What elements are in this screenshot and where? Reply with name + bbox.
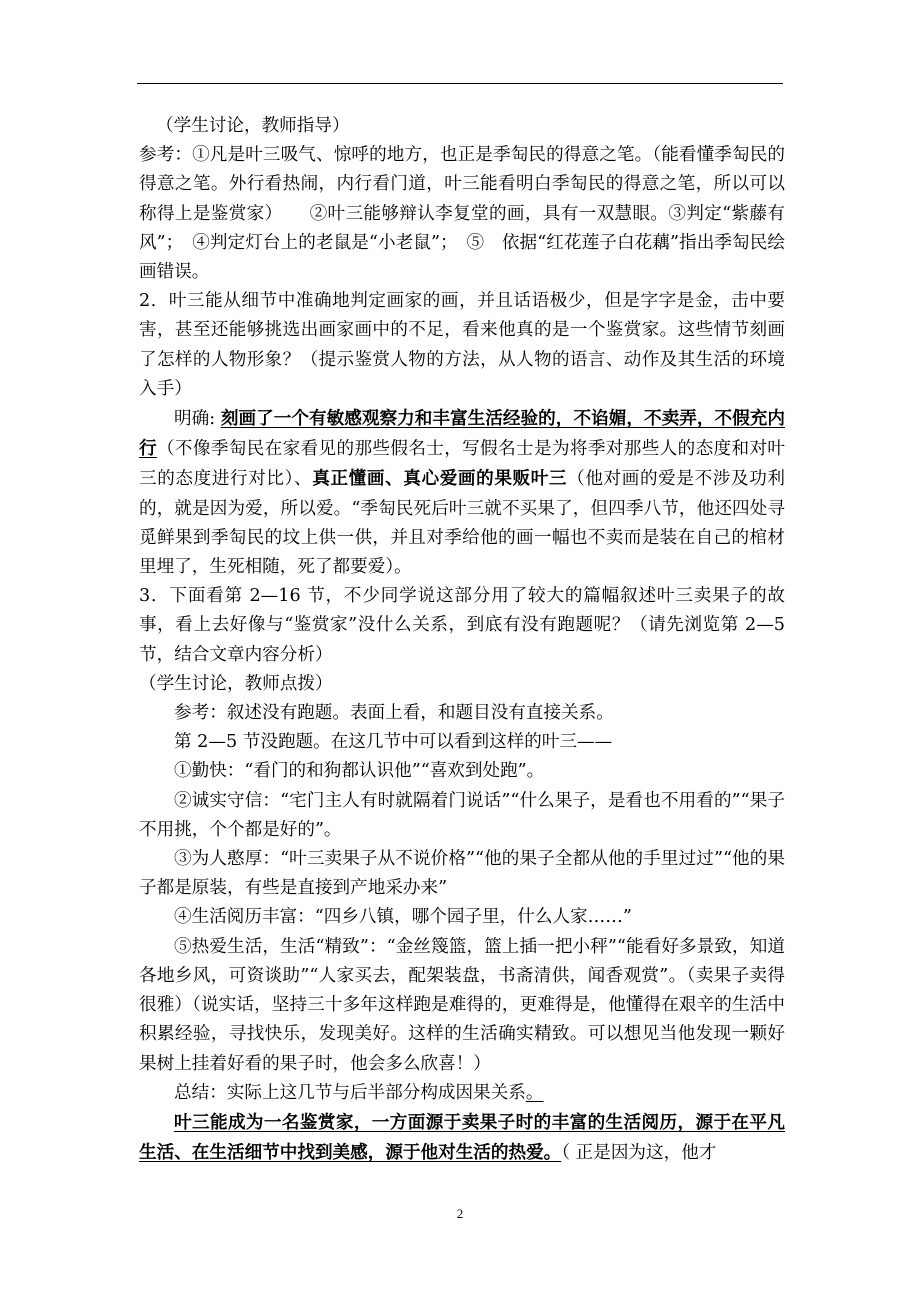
- paragraph-student-discussion: （学生讨论，教师指导）: [156, 116, 350, 136]
- answer-note-1: （不像季匋民在家看见的那些假名士，写假名士是为将季对那些人的态度和对叶三的态度进行对比）、: [139, 439, 785, 490]
- list-item-loves-life: ⑤热爱生活，生活“精致”：“金丝篾篮，篮上插一把小秤”“能看好多景致，知道各地乡风，可资谈助”“人家买去，配架装盘，书斋清供，闻香观赏”。（卖果子卖得很雅）（说实话，坚持三十多年这样跑是难得的，更难得是，他懂得在艰辛的生活中积累经验，寻找快乐，发现美好。这样的生活确实精致。可以想见当他发现一颗好果树上挂着好看的果子时，他会多么欣喜！）: [139, 936, 785, 1074]
- paragraph-teacher-guidance: （学生讨论，教师点拨）: [139, 673, 333, 694]
- paragraph-summary: [139, 1079, 785, 1108]
- document-body: [139, 112, 785, 1168]
- list-item-honest: ②诚实守信：“宅门主人有时就隔着门说话”“什么果子，是看也不用看的”“果子不用挑，个个都是好的”。: [139, 790, 785, 840]
- answer-note-2: （他对画的爱是不涉及功利的，就是因为爱，所以爱。“季匋民死后叶三就不买果了，但四季八节，他还四处寻觅鲜果到季匋民的坟上供一供，并且对季给他的画一幅也不卖而是装在自己的棺材里埋了，生死相随，死了都要爱）。: [139, 469, 785, 578]
- header-rule: [137, 83, 783, 84]
- list-item-diligent: ①勤快：“看门的和狗都认识他”“喜欢到处跑”。: [174, 761, 545, 782]
- paragraph-reference-3: 参考：叙述没有跑题。表面上看，和题目没有直接关系。: [174, 703, 614, 724]
- paragraph-reference-1: 参考：①凡是叶三吸气、惊呼的地方，也正是季匋民的得意之笔。（能看懂季匋民的得意之笔。外行看热闹，内行看门道，叶三能看明白季匋民的得意之笔，所以可以称得上是鉴赏家） ②叶三能够辩认李复堂的画，具有一双慧眼。③判定“紫藤有风”； ④判定灯台上的老鼠是“小老鼠”； ⑤ 依据“红花莲子白花藕”指出季匋民绘画错误。: [139, 145, 785, 283]
- list-item-experienced: ④生活阅历丰富：“四乡八镇，哪个园子里，什么人家……”: [174, 907, 632, 928]
- summary-end: 。: [525, 1082, 544, 1103]
- answer-lead: 明确: [174, 409, 210, 430]
- conclusion-bold: 叶三能成为一名鉴赏家，一方面源于卖果子时的丰富的生活阅历，源于在平凡生活、在生活细节中找到美感，源于他对生活的热爱。: [139, 1111, 785, 1164]
- paragraph-sections-2-5: 第 2—5 节没跑题。在这几节中可以看到这样的叶三——: [174, 732, 613, 753]
- paragraph-conclusion: [139, 1108, 785, 1168]
- list-item-kind: ③为人憨厚：“叶三卖果子从不说价格”“他的果子全都从他的手里过过”“他的果子都是原装，有些是直接到产地采办来”: [139, 849, 785, 899]
- paragraph-question-3: 3．下面看第 2—16 节，不少同学说这部分用了较大的篇幅叙述叶三卖果子的故事，看上去好像与“鉴赏家”没什么关系，到底有没有跑题呢？（请先浏览第 2—5 节，结合文章内容分析）: [139, 586, 785, 665]
- paragraph-question-2: 2．叶三能从细节中准确地判定画家的画，并且话语极少，但是字字是金，击中要害，甚至还能够挑选出画家画中的不足，看来他真的是一个鉴赏家。这些情节刻画了怎样的人物形象？（提示鉴赏人物的方法，从人物的语言、动作及其生活的环境入手）: [139, 291, 785, 399]
- conclusion-rest: （ 正是因为这，他才: [561, 1143, 717, 1164]
- summary-text: 总结：实际上这几节与后半部分构成因果关系: [174, 1082, 526, 1103]
- paragraph-answer-2: 明确: 刻画了一个有敏感观察力和丰富生活经验的，不谄媚，不卖弄，不假充内行（不像季匋民在家看见的那些假名士，写假名士是为将季对那些人的态度和对叶三的态度进行对比）、真正懂画、真心爱画的果贩叶三（他对画的爱是不涉及功利的，就是因为爱，所以爱。“季匋民死后叶三就不买果了，但四季八节，他还四处寻觅鲜果到季匋民的坟上供一供，并且对季给他的画一幅也不卖而是装在自己的棺材里埋了，生死相随，死了都要爱）。: [139, 408, 785, 578]
- answer-bold-2: 真正懂画、真心爱画的果贩叶三: [312, 468, 568, 490]
- page-number: 2: [456, 1206, 464, 1221]
- answer-bold-1: 刻画了一个有敏感观察力和丰富生活经验的，不谄媚，不卖弄，不假充内行: [139, 408, 785, 460]
